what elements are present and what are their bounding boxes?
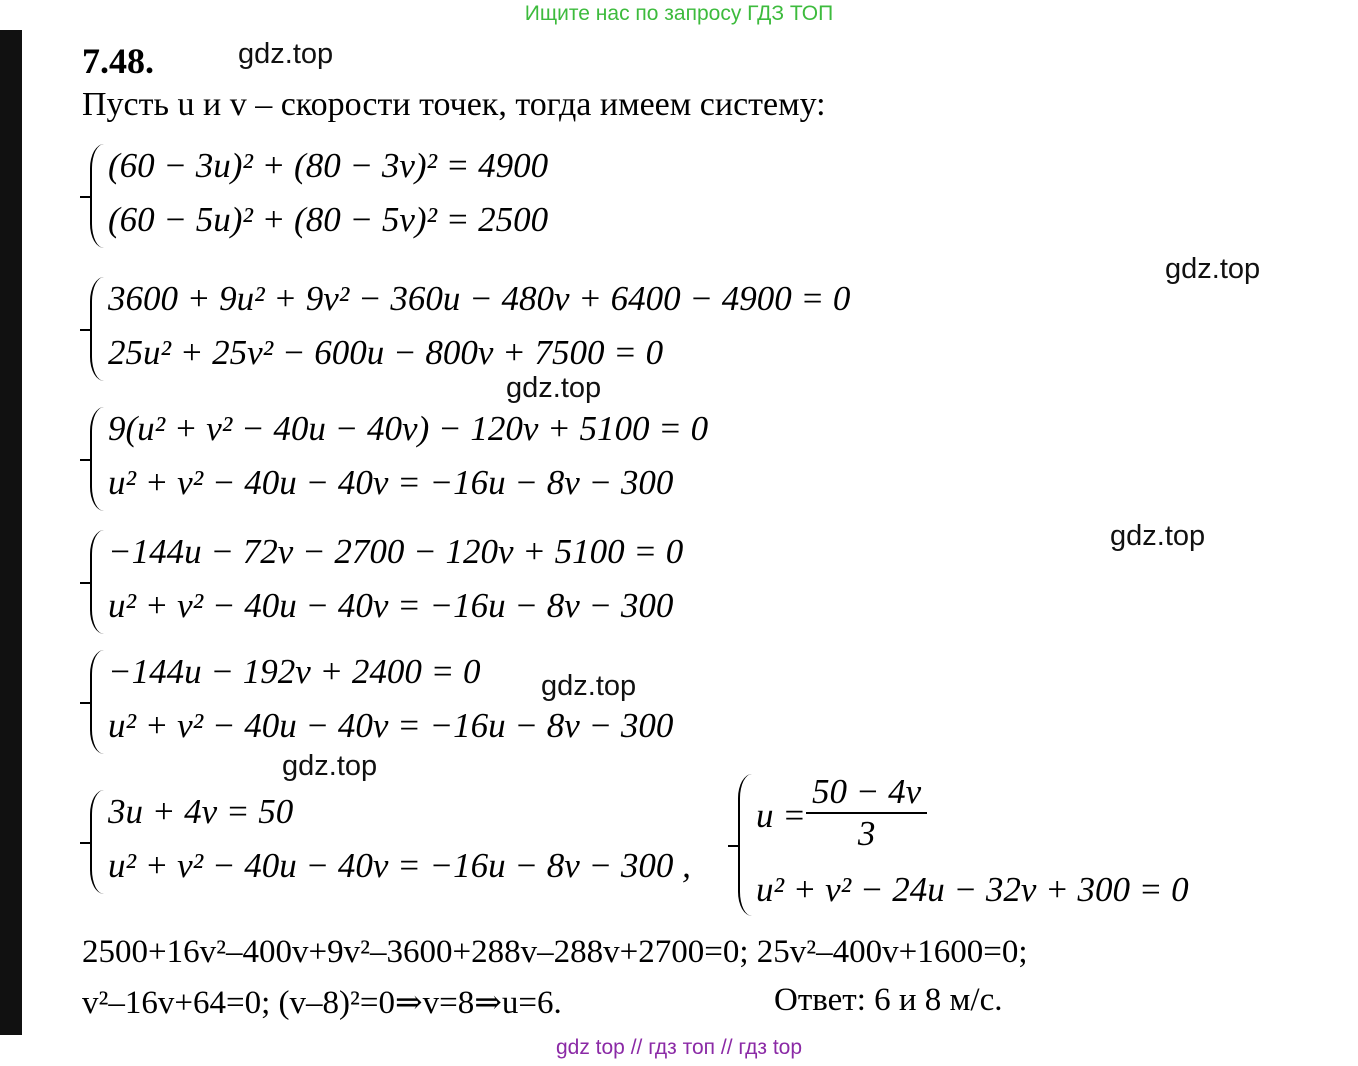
search-hint-link[interactable]: Ищите нас по запросу ГДЗ ТОП bbox=[524, 2, 834, 25]
equation-line: u² + v² − 40u − 40v = −16u − 8v − 300 bbox=[108, 706, 674, 745]
equation-system-2 bbox=[90, 275, 910, 383]
final-computation-line: 2500+16v²–400v+9v²–3600+288v–288v+2700=0; 25v²–400v+1600=0; bbox=[82, 934, 1028, 970]
equation-line: u² + v² − 40u − 40v = −16u − 8v − 300 bbox=[108, 463, 674, 502]
watermark: gdz.top bbox=[1110, 520, 1206, 552]
answer: Ответ: 6 и 8 м/с. bbox=[774, 982, 1003, 1018]
equation-system-6 bbox=[90, 788, 730, 896]
equation-line: 3u + 4v = 50 bbox=[108, 792, 294, 831]
equation-lhs: u = bbox=[756, 796, 806, 835]
final-computation-line: v²–16v+64=0; (v–8)²=0⇒v=8⇒u=6. bbox=[82, 985, 562, 1021]
problem-number: 7.48. bbox=[82, 41, 154, 81]
watermark: gdz.top bbox=[541, 670, 637, 702]
system-brace bbox=[90, 407, 106, 511]
system-brace bbox=[90, 144, 106, 248]
watermark: gdz.top bbox=[282, 750, 378, 782]
watermark: gdz.top bbox=[1165, 253, 1261, 285]
equation-system-5 bbox=[90, 648, 750, 756]
equation-system-1 bbox=[90, 142, 690, 250]
equation-line: 25u² + 25v² − 600u − 800v + 7500 = 0 bbox=[108, 333, 664, 372]
equation-line: 9(u² + v² − 40u − 40v) − 120v + 5100 = 0 bbox=[108, 409, 709, 448]
system-brace bbox=[90, 650, 106, 754]
equation-line: u² + v² − 40u − 40v = −16u − 8v − 300 , bbox=[108, 846, 691, 885]
system-brace bbox=[90, 790, 106, 894]
equation-system-4 bbox=[90, 528, 750, 636]
problem-intro: Пусть u и v – скорости точек, тогда имеем систему: bbox=[82, 86, 826, 123]
equation-line: u² + v² − 24u − 32v + 300 = 0 bbox=[756, 870, 1189, 909]
footer-links[interactable]: gdz top // гдз топ // гдз top bbox=[555, 1036, 803, 1059]
equation-line: u² + v² − 40u − 40v = −16u − 8v − 300 bbox=[108, 586, 674, 625]
watermark: gdz.top bbox=[238, 38, 334, 70]
equation-line: 3600 + 9u² + 9v² − 360u − 480v + 6400 − 4900 = 0 bbox=[108, 279, 851, 318]
system-brace bbox=[738, 774, 754, 916]
equation-system-side bbox=[738, 772, 1238, 918]
fraction bbox=[806, 772, 927, 854]
system-brace bbox=[90, 277, 106, 381]
equation-system-3 bbox=[90, 405, 770, 513]
equation-line: −144u − 192v + 2400 = 0 bbox=[108, 652, 481, 691]
system-brace bbox=[90, 530, 106, 634]
equation-line: (60 − 5u)² + (80 − 5v)² = 2500 bbox=[108, 200, 549, 239]
equation-line: −144u − 72v − 2700 − 120v + 5100 = 0 bbox=[108, 532, 684, 571]
watermark: gdz.top bbox=[506, 372, 602, 404]
fraction-denominator: 3 bbox=[857, 814, 876, 853]
fraction-numerator: 50 − 4v bbox=[806, 772, 927, 814]
equation-line: (60 − 3u)² + (80 − 3v)² = 4900 bbox=[108, 146, 549, 185]
scan-edge-shadow bbox=[0, 30, 22, 1035]
